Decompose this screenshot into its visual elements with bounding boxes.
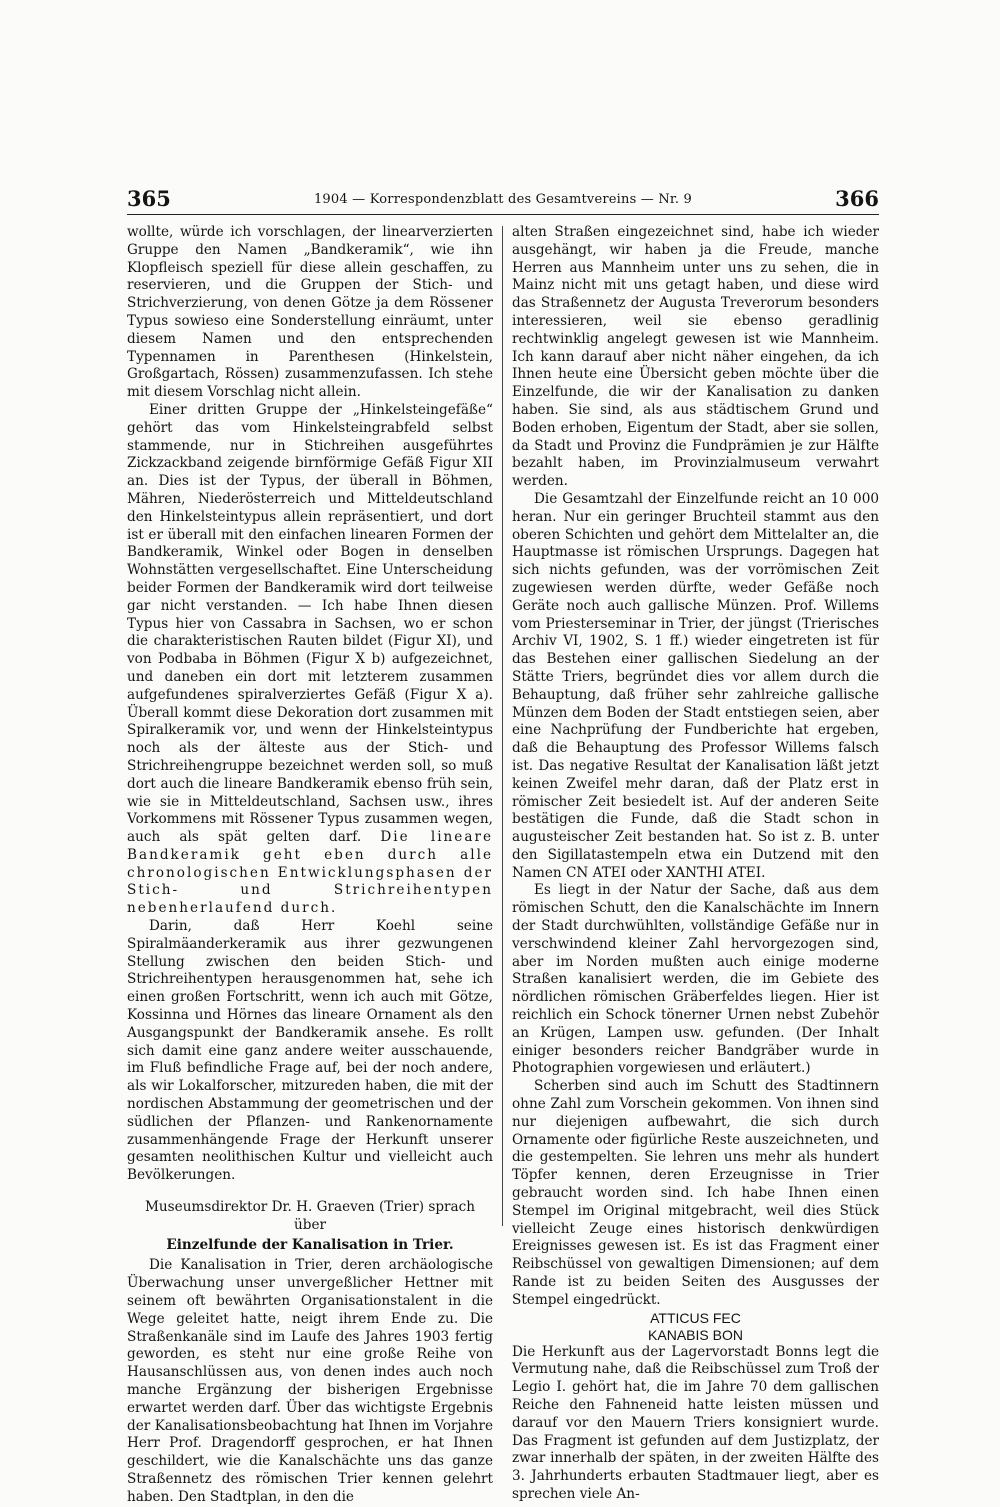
section-title: Einzelfunde der Kanalisation in Trier. [166, 1236, 454, 1253]
running-head: 1904 — Korrespondenzblatt des Gesamtvereins — Nr. 9 [313, 192, 693, 207]
left-column [127, 224, 493, 1507]
paragraph: Darin, daß Herr Koehl seine Spiralmäanderkeramik aus ihrer gezwungenen Stellung zwischen den beiden Stich- und Strichreihentypen herausgenommen hat, sehe ich einen großen Fortschritt, wenn ich auch mit Götze, Kossinna und Hörnes das lineare Ornament als den Ausgangspunkt der Bandkeramik ansehe. Es rollt sich damit eine ganz andere weiter ausschauende, im Fluß befindliche Frage auf, bei der noch andere, als wir Lokalforscher, mitzureden haben, die mit der nordischen Abstammung der geometrischen und der südlichen der Pflanzen- und Rankenornamente zusammenhängende Frage der Herkunft unserer gesamten neolithischen Kultur und vielleicht auch Bevölkerungen. [127, 918, 493, 1184]
page-header [127, 188, 879, 212]
right-column [512, 224, 879, 1504]
speaker-line: Museumsdirektor Dr. H. Graeven (Trier) sprach über [145, 1199, 475, 1233]
page-number-left: 365 [127, 186, 171, 211]
emphasized-sentence: Die lineare Bandkeramik geht eben durch alle chronologischen Entwicklungsphasen der Stich- und Strichreihentypen nebenherlaufend durch. [127, 829, 493, 917]
paragraph: Die Kanalisation in Trier, deren archäologische Überwachung unser unvergeßlicher Hettner mit seinem oft bewährten Organisationstalent in die Wege geleitet hatte, neigt ihrem Ende zu. Die Straßenkanäle sind im Laufe des Jahres 1903 fertig geworden, es steht nur eine große Reihe von Hausanschlüssen aus, von denen indes auch noch manche Ergänzung der bisherigen Ergebnisse erwartet werden darf. Über das wichtigste Ergebnis der Kanalisationsbeobachtung hat Ihnen im Vorjahre Herr Prof. Dragendorff gesprochen, er hat Ihnen geschildert, wie die Kanalschächte uns das ganze Straßennetz des römischen Trier kennen gelehrt haben. Den Stadtplan, in den die [127, 1257, 493, 1505]
page-number-right: 366 [835, 186, 879, 211]
stamp-inscription-2: KANABIS BON [648, 1326, 743, 1343]
paragraph [127, 402, 493, 918]
paragraph: wollte, würde ich vorschlagen, der linearverzierten Gruppe den Namen „Bandkeramik“, wie ihn Klopfleisch speziell für diese allein geschaffen, zu reservieren, und die Gruppen der Stich- und Strichverzierung, von denen Götze ja dem Rössener Typus sowieso eine Sonderstellung einräumt, unter diesem Namen und den entsprechenden Typennamen in Parenthesen (Hinkelstein, Großgartach, Rössen) zusammenzufassen. Ich stehe mit diesem Vorschlag nicht allein. [127, 224, 493, 401]
paragraph-text: Einer dritten Gruppe der „Hinkelsteingefäße“ gehört das vom Hinkelsteingrabfeld selbst stammende, nur in Stichreihen ausgeführtes Zickzackband zeigende birnförmige Gefäß Figur XII an. Dies ist der Typus, der überall in Böhmen, Mähren, Niederösterreich und Mitteldeutschland den Hinkelsteintypus allein repräsentiert, und dort ist er überall mit den einfachen linearen Formen der Bandkeramik, Winkel oder Bogen in denselben Wohnstätten vergesellschaftet. Eine Unterscheidung beider Formen der Bandkeramik wird dort teilweise gar nicht verstanden. — Ich habe Ihnen diesen Typus hier von Cassabra in Sachsen, wo er schon die charakteristischen Rauten bildet (Figur XI), und von Podbaba in Böhmen (Figur X b) aufgezeichnet, und daneben ein dort mit letzterem zusammen aufgefundenes spiralverziertes Gefäß (Figur X a). Überall kommt diese Dekoration dort zusammen mit Spiralkeramik vor, und wenn der Hinkelsteintypus noch als der älteste aus der Stich- und Strichreihengruppe bezeichnet werden soll, so muß dort auch die lineare Bandkeramik ebenso früh sein, wie sie in Mitteldeutschland, Sachsen usw., ihres Vorkommens mit Rössener Typus zusammen wegen, auch als spät gelten darf. [127, 401, 493, 846]
paragraph: Die Herkunft aus der Lagervorstadt Bonns legt die Vermutung nahe, daß die Reibschüssel zum Troß der Legio I. gehört hat, die im Jahre 70 dem gallischen Reiche den Fahneneid hatte leisten müssen und darauf vor den Mauern Triers konsigniert wurde. Das Fragment ist gefunden auf dem Justizplatz, der zwar innerhalb der späten, in der zweiten Hälfte des 3. Jahrhunderts erbauten Stadtmauer liegt, aber es sprechen viele An- [512, 1343, 879, 1502]
paragraph: alten Straßen eingezeichnet sind, habe ich wieder ausgehängt, wir haben ja die Freude, manche Herren aus Mannheim unter uns zu sehen, die in Mainz nicht mit uns getagt haben, und diese wird das Straßennetz der Augusta Treverorum besonders interessieren, weil sie ebenso geradlinig rechtwinklig angelegt gewesen ist wie Mannheim. Ich kann darauf aber nicht näher eingehen, da ich Ihnen heute eine Übersicht geben möchte über die Einzelfunde, die wir der Kanalisation zu danken haben. Sie sind, als aus städtischem Grund und Boden erhoben, Eigentum der Stadt, aber sie sollen, da Stadt und Provinz die Fundprämien je zur Hälfte bezahlt haben, im Provinzialmuseum verwahrt werden. [512, 224, 879, 490]
paragraph: Die Gesamtzahl der Einzelfunde reicht an 10 000 heran. Nur ein geringer Bruchteil stammt aus den oberen Schichten und gehört dem Mittelalter an, die Hauptmasse ist römischen Ursprungs. Dagegen hat sich nichts gefunden, was der vorrömischen Zeit zugewiesen werden dürfte, weder Gefäße noch Geräte noch auch gallische Münzen. Prof. Willems vom Priesterseminar in Trier, der jüngst (Trierisches Archiv VI, 1902, S. 1 ff.) wieder eingetreten ist für das Bestehen einer gallischen Siedelung an der Stätte Triers, begründet dies vor allem durch die Behauptung, daß früher sehr zahlreiche gallische Münzen dem Boden der Stadt entstiegen seien, aber eine Nachprüfung der Fundberichte hat ergeben, daß die Behauptung des Professor Willems falsch ist. Das negative Resultat der Kanalisation läßt jetzt keinen Zweifel mehr daran, daß der Platz erst in römischer Zeit besiedelt ist. Auf der anderen Seite bestätigen die Funde, daß die Stadt schon in augusteischer Zeit bestanden hat. So ist z. B. unter den Sigillatastempeln etwa ein Dutzend mit den Namen CN ATEI oder XANTHI ATEI. [512, 490, 879, 881]
stamp-inscription-1: ATTICUS FEC [650, 1309, 741, 1326]
header-rule [127, 214, 879, 215]
paragraph: Es liegt in der Natur der Sache, daß aus dem römischen Schutt, den die Kanalschächte im Innern der Stadt durchwühlten, vollständige Gefäße nur in verschwindend kleiner Zahl hervorgezogen sind, aber im Norden mußten auch einige moderne Straßen kanalisiert werden, die im Gebiete des nördlichen römischen Gräberfeldes liegen. Hier ist reichlich ein Schock tönerner Urnen nebst Zubehör an Krügen, Lampen usw. gefunden. (Der Inhalt einiger besonders reicher Bandgräber wurde in Photographien vorgewiesen und erläutert.) [512, 882, 879, 1077]
column-divider [502, 226, 503, 1226]
paragraph: Scherben sind auch im Schutt des Stadtinnern ohne Zahl zum Vorschein gekommen. Von ihnen sind nur diejenigen aufbewahrt, die sich durch Ornamente oder figürliche Reste auszeichneten, und die gestempelten. Sie lehren uns mehr als hundert Töpfer kennen, deren Erzeugnisse in Trier gebraucht worden sind. Ich habe Ihnen einen Stempel im Original mitgebracht, weil dies Stück vielleicht Zeuge eines historisch denkwürdigen Ereignisses gewesen ist. Es ist das Fragment einer Reibschüssel von gewaltigen Dimensionen; auf dem Rande ist zu beiden Seiten des Ausgusses der Stempel eingedrückt. [512, 1078, 879, 1308]
